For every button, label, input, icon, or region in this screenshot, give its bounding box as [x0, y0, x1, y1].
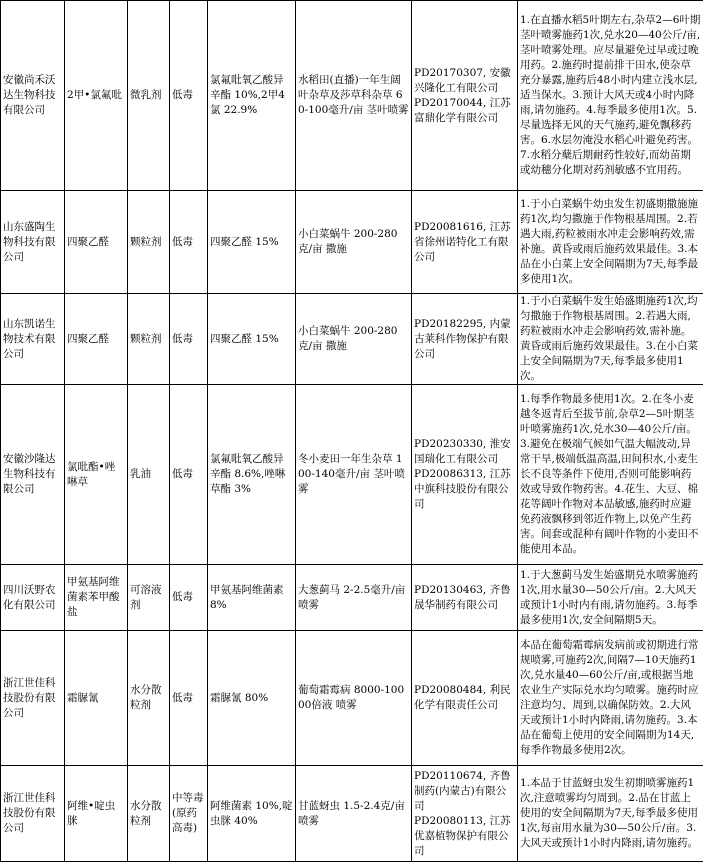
notes-cell: 1.本品于甘蓝蚜虫发生初期喷雾施药1次,注意喷雾均匀周到。2.品在甘蓝上使用的安全间隔期为7天,每季最多使用1次,每亩用水量为30—50公斤/亩。3.大风天或预计1小时内降雨,请勿施药。 [518, 766, 703, 862]
registration-cell: PD20110674, 齐鲁制药(内蒙古)有限公司 PD20080113, 江苏优嘉植物保护有限公司 [412, 766, 518, 862]
notes-cell: 1.于小白菜蜗牛发生始盛期施药1次,均匀撒施于作物根基周围。2.若遇大雨,药粒被雨水冲走会影响药效,需补施。黄昏或雨后施药效果最佳。3.在小白菜上安全间隔期为7天,每季最多使用1次。 [518, 294, 703, 385]
registration-cell: PD20081616, 江苏省徐州诺特化工有限公司 [412, 191, 518, 294]
notes-cell: 1.每季作物最多使用1次。2.在冬小麦越冬返青后至拔节前,杂草2—5叶期茎叶喷雾施药1次,兑水30—40公斤/亩。3.避免在极端气候如气温大幅波动,异常干旱,极端低温高温,田间积水,小麦生长不良等条件下使用,否则可能影响药效或导致作物药害。4.花生、大豆、棉花等阔叶作物对本品敏感,施药时应避免药液飘移到邻近作物上,以免产生药害。间套或混种有阔叶作物的小麦田不能使用本品。 [518, 385, 703, 565]
toxicity-cell: 中等毒(原药高毒) [170, 766, 208, 862]
usage-cell: 小白菜蜗牛 200-280克/亩 撒施 [296, 191, 412, 294]
toxicity-cell: 低毒 [170, 191, 208, 294]
toxicity-cell: 低毒 [170, 385, 208, 565]
usage-cell: 小白菜蜗牛 200-280克/亩 撒施 [296, 294, 412, 385]
notes-cell: 1.于小白菜蜗牛幼虫发生初盛期撒施施药1次,均匀撒施于作物根基周围。2.若遇大雨,药粒被雨水冲走会影响药效,需补施。黄昏或雨后施药效果最佳。3.本品在小白菜上安全间隔期为7天,每季最多使用1次。 [518, 191, 703, 294]
toxicity-cell: 低毒 [170, 631, 208, 766]
registration-cell: PD20170307, 安徽兴隆化工有限公司 PD20170044, 江苏富鼎化学有限公司 [412, 1, 518, 191]
company-cell: 山东盛陶生物科技有限公司 [1, 191, 65, 294]
formulation-cell: 颗粒剂 [128, 294, 170, 385]
registration-cell: PD20080484, 利民化学有限责任公司 [412, 631, 518, 766]
company-cell: 四川沃野农化有限公司 [1, 565, 65, 631]
ingredient-cell: 阿维菌素 10%,啶虫脒 40% [208, 766, 296, 862]
company-cell: 安徽沙隆达生物科技有限公司 [1, 385, 65, 565]
table-row [1, 294, 703, 385]
table-row [1, 631, 703, 766]
table-row [1, 1, 703, 191]
formulation-cell: 微乳剂 [128, 1, 170, 191]
ingredient-cell: 霜脲氰 80% [208, 631, 296, 766]
registration-cell: PD20230330, 淮安国瑞化工有限公司 PD20086313, 江苏中旗科技股份有限公司 [412, 385, 518, 565]
usage-cell: 水稻田(直播)一年生阔叶杂草及莎草科杂草 60-100毫升/亩 茎叶喷雾 [296, 1, 412, 191]
notes-cell: 1.于大葱蓟马发生始盛期兑水喷雾施药1次,用水量30—50公斤/亩。2.大风天或预计1小时内有雨,请勿施药。3.每季最多使用1次,安全间隔期5天。 [518, 565, 703, 631]
company-cell: 浙江世佳科技股份有限公司 [1, 766, 65, 862]
formulation-cell: 可溶液剂 [128, 565, 170, 631]
usage-cell: 冬小麦田一年生杂草 100-140毫升/亩 茎叶喷雾 [296, 385, 412, 565]
formulation-cell: 水分散粒剂 [128, 631, 170, 766]
toxicity-cell: 低毒 [170, 294, 208, 385]
ingredient-cell: 四聚乙醛 15% [208, 294, 296, 385]
ingredient-cell: 氯氟吡氧乙酸异辛酯 10%,2甲4氯 22.9% [208, 1, 296, 191]
company-cell: 山东凯诺生物技术有限公司 [1, 294, 65, 385]
formulation-cell: 乳油 [128, 385, 170, 565]
notes-cell: 本品在葡萄霜霉病发病前或初期进行常规喷雾,可施药2次,间隔7—10天施药1次,兑水量40—60公斤/亩,或根据当地农业生产实际兑水均匀喷雾。施药时应注意均匀、周到,以确保防效。2.大风天或预计1小时内降雨,请勿施药。3.本品在葡萄上使用的安全间隔期为14天,每季作物最多使用2次。 [518, 631, 703, 766]
table-row [1, 766, 703, 862]
ingredient-cell: 四聚乙醛 15% [208, 191, 296, 294]
registration-cell: PD20182295, 内蒙古莱科作物保护有限公司 [412, 294, 518, 385]
usage-cell: 甘蓝蚜虫 1.5-2.4克/亩 喷雾 [296, 766, 412, 862]
notes-cell: 1.在直播水稻5叶期左右,杂草2—6叶期茎叶喷雾施药1次,兑水20—40公斤/亩,茎叶喷雾处理。应尽量避免过早或过晚用药。2.施药时提前排干田水,使杂草充分暴露,施药后48小时内建立浅水层,适当保水。3.预计大风天或4小时内降雨,请勿施药。4.每季最多使用1次。5.尽量选择无风的天气施药,避免飘移药害。6.水层勿淹没水稻心叶避免药害。7.水稻分蘖后期耐药性较好,而幼苗期或幼穗分化期对药剂敏感不宜用药。 [518, 1, 703, 191]
ingredient-cell: 氯氟吡氧乙酸异辛酯 8.6%,唑啉草酯 3% [208, 385, 296, 565]
toxicity-cell: 低毒 [170, 1, 208, 191]
table-row [1, 385, 703, 565]
usage-cell: 大葱蓟马 2-2.5毫升/亩 喷雾 [296, 565, 412, 631]
product-cell: 四聚乙醛 [65, 191, 128, 294]
formulation-cell: 水分散粒剂 [128, 766, 170, 862]
company-cell: 浙江世佳科技股份有限公司 [1, 631, 65, 766]
product-cell: 氯吡酯•唑啉草 [65, 385, 128, 565]
company-cell: 安徽尚禾沃达生物科技有限公司 [1, 1, 65, 191]
formulation-cell: 颗粒剂 [128, 191, 170, 294]
product-cell: 阿维•啶虫脒 [65, 766, 128, 862]
product-cell: 霜脲氰 [65, 631, 128, 766]
registration-cell: PD20130463, 齐鲁晟华制药有限公司 [412, 565, 518, 631]
toxicity-cell: 低毒 [170, 565, 208, 631]
table-row [1, 565, 703, 631]
product-cell: 2甲•氯氟吡 [65, 1, 128, 191]
ingredient-cell: 甲氨基阿维菌素 8% [208, 565, 296, 631]
usage-cell: 葡萄霜霉病 8000-10000倍液 喷雾 [296, 631, 412, 766]
table-row [1, 191, 703, 294]
product-cell: 四聚乙醛 [65, 294, 128, 385]
product-cell: 甲氨基阿维菌素苯甲酸盐 [65, 565, 128, 631]
